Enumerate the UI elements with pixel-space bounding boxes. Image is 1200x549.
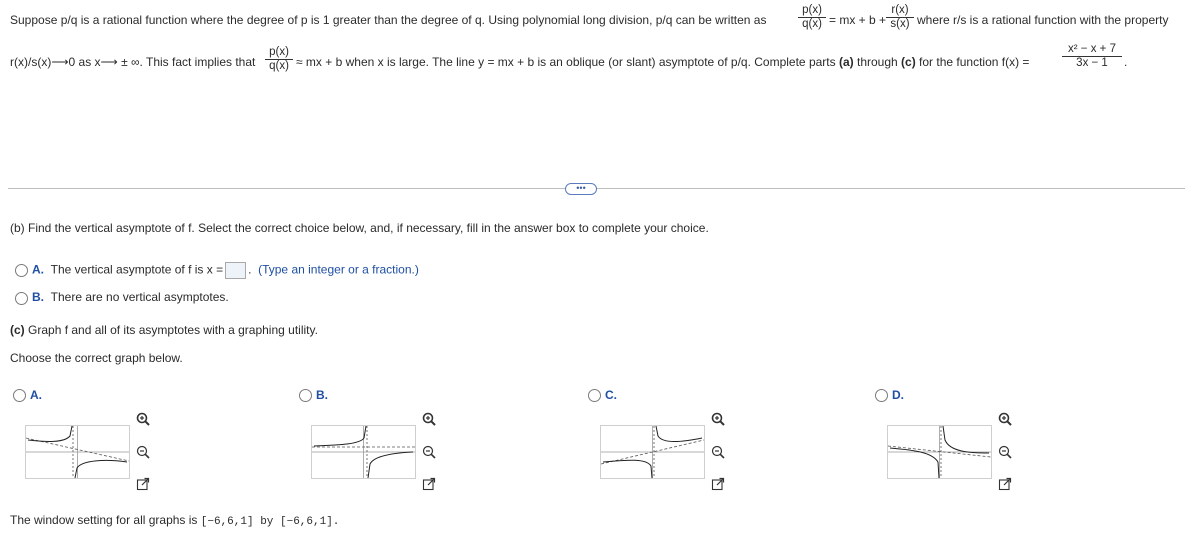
zoom-in-icon[interactable] <box>136 412 150 426</box>
graph-b-thumbnail[interactable] <box>311 425 416 479</box>
graph-a-thumbnail[interactable] <box>25 425 130 479</box>
function-numerator: x² − x + 7 <box>1062 43 1122 57</box>
fraction-numerator: r(x) <box>886 4 914 18</box>
external-link-icon[interactable] <box>136 477 150 491</box>
part-a-ref: (a) <box>838 55 854 69</box>
function-fraction <box>1062 43 1122 70</box>
part-b-option-b <box>32 290 229 304</box>
option-letter: C. <box>605 388 617 402</box>
external-link-icon[interactable] <box>998 477 1012 491</box>
part-c-ref: (c) <box>901 55 916 69</box>
fraction-r-over-s <box>886 4 914 31</box>
fraction-numerator: p(x) <box>798 4 826 18</box>
part-b-option-a-radio[interactable] <box>15 264 28 277</box>
equation-middle: = mx + b + <box>829 13 887 27</box>
graph-option-b-radio[interactable] <box>299 389 312 402</box>
option-a-text: The vertical asymptote of f is x = <box>50 262 224 277</box>
fraction-denominator: s(x) <box>890 18 910 30</box>
graph-option-c-radio[interactable] <box>588 389 601 402</box>
option-letter: B. <box>316 388 328 402</box>
through-text: through <box>856 55 898 69</box>
zoom-in-icon[interactable] <box>422 412 436 426</box>
zoom-out-icon[interactable] <box>998 445 1012 459</box>
part-b-option-a <box>32 262 419 279</box>
external-link-icon[interactable] <box>422 477 436 491</box>
fraction-denominator: q(x) <box>802 18 822 30</box>
graph-d-thumbnail[interactable] <box>887 425 992 479</box>
part-b-question: (b) Find the vertical asymptote of f. Select the correct choice below, and, if necessary, fill in the answer box to complete your choice. <box>10 221 709 235</box>
part-c-question <box>10 323 318 337</box>
answer-input-box[interactable] <box>225 262 246 279</box>
option-letter: B. <box>32 290 44 304</box>
graph-option-a-radio[interactable] <box>13 389 26 402</box>
input-hint: (Type an integer or a fraction.) <box>258 262 419 277</box>
intro-text-1: Suppose p/q is a rational function where the degree of p is 1 greater than the degree of q. Using polynomial long division, p/q can be written as <box>10 13 767 27</box>
part-c-label: (c) <box>10 323 25 337</box>
intro-text-4b: for the function f(x) = <box>919 55 1030 69</box>
intro-text-4a: ≈ mx + b when x is large. The line y = mx + b is an oblique (or slant) asymptote of p/q. Complete parts <box>296 55 836 69</box>
intro-text-4 <box>296 55 1029 69</box>
zoom-out-icon[interactable] <box>422 445 436 459</box>
part-c-question-text: Graph f and all of its asymptotes with a graphing utility. <box>28 323 318 337</box>
part-b-option-b-radio[interactable] <box>15 292 28 305</box>
part-c-prompt: Choose the correct graph below. <box>10 351 183 365</box>
fraction-p-over-q-2 <box>265 46 293 73</box>
option-letter: A. <box>30 388 42 402</box>
intro-text-3: r(x)/s(x)⟶0 as x⟶ ± ∞. This fact implies that <box>10 55 256 69</box>
option-letter: A. <box>32 262 44 277</box>
option-b-text: There are no vertical asymptotes. <box>50 290 229 304</box>
zoom-in-icon[interactable] <box>711 412 725 426</box>
fraction-p-over-q <box>798 4 826 31</box>
zoom-out-icon[interactable] <box>136 445 150 459</box>
zoom-in-icon[interactable] <box>998 412 1012 426</box>
zoom-out-icon[interactable] <box>711 445 725 459</box>
window-note-text: The window setting for all graphs is <box>10 513 198 527</box>
graph-option-d-radio[interactable] <box>875 389 888 402</box>
show-more-button[interactable]: ••• <box>565 183 597 195</box>
external-link-icon[interactable] <box>711 477 725 491</box>
fraction-denominator: q(x) <box>269 60 289 72</box>
window-setting-value: [−6,6,1] by [−6,6,1]. <box>200 516 340 528</box>
period: . <box>1124 55 1128 69</box>
graph-c-thumbnail[interactable] <box>600 425 705 479</box>
option-a-period: . <box>248 262 252 277</box>
option-letter: D. <box>892 388 904 402</box>
fraction-numerator: p(x) <box>265 46 293 60</box>
intro-text-2: where r/s is a rational function with the property <box>917 13 1169 27</box>
window-setting-note <box>10 513 339 528</box>
function-denominator: 3x − 1 <box>1076 57 1108 69</box>
